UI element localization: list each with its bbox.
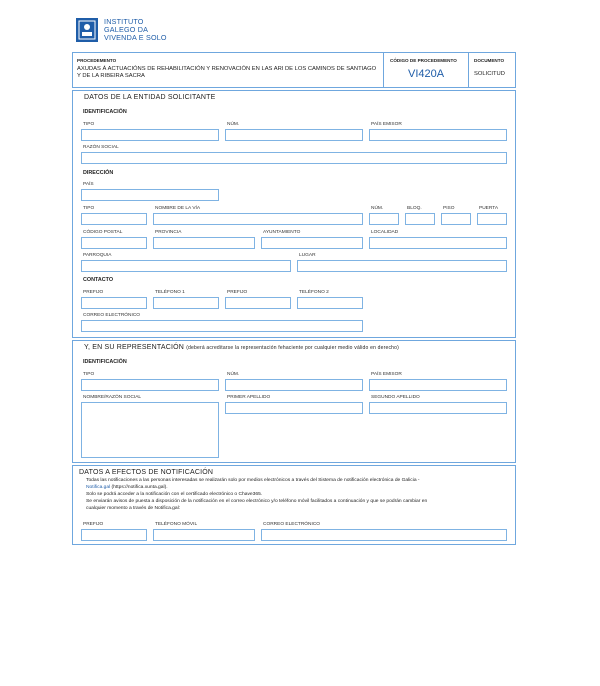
lugar-label: LUGAR <box>299 253 316 258</box>
notif-movil-input[interactable] <box>153 529 255 541</box>
nombre-via-label: NOMBRE DE LA VÍA <box>155 206 201 211</box>
entity-section-title: DATOS DE LA ENTIDAD SOLICITANTE <box>84 94 216 101</box>
via-num-label: NÚM. <box>371 206 384 211</box>
notification-line5: cualquier momento a través de Notifica.gal: <box>86 506 181 511</box>
representation-section-title <box>84 344 399 351</box>
prefijo1-label: PREFIJO <box>83 290 104 295</box>
cp-input[interactable] <box>81 237 147 249</box>
via-tipo-label: TIPO <box>83 206 95 211</box>
telefono1-label: TELÉFONO 1 <box>155 290 185 295</box>
logo-line1: INSTITUTO <box>104 17 144 26</box>
procedure-label: PROCEDEMENTO <box>77 58 117 63</box>
notification-section <box>72 465 516 545</box>
rep-pais-emisor-input[interactable] <box>369 379 507 391</box>
notif-correo-label: CORREO ELECTRÓNICO <box>263 522 321 527</box>
rep-tipo-label: TIPO <box>83 372 95 377</box>
entity-pais-emisor-label: PAÍS EMISOR <box>371 122 402 127</box>
code-cell <box>384 53 469 87</box>
razon-social-input[interactable] <box>81 152 507 164</box>
contacto-heading: CONTACTO <box>83 277 114 283</box>
notif-prefijo-label: PREFIJO <box>83 522 104 527</box>
procedure-cell <box>73 53 384 87</box>
notification-line4: Se enviarán avisos de puesta a disposición de la notificación en el correo electrónico y/o teléfono móvil facilitados a continuación y que se podrán cambiar en <box>86 499 428 504</box>
notif-movil-label: TELÉFONO MÓVIL <box>155 522 198 527</box>
logo-text <box>104 18 167 42</box>
rep-apellido2-label: SEGUNDO APELLIDO <box>371 395 420 400</box>
pais-input[interactable] <box>81 189 219 201</box>
code-label: CÓDIGO DE PROCEDEMENTO <box>390 58 457 63</box>
notification-line1: Todas las notificaciones a las personas interesadas se realizarán solo por medios electrónicos a través del Sistema de notificación electrónica de Galicia - <box>86 478 420 483</box>
bloq-label: BLOQ. <box>407 206 422 211</box>
prefijo2-input[interactable] <box>225 297 291 309</box>
prefijo2-label: PREFIJO <box>227 290 248 295</box>
parroquia-input[interactable] <box>81 260 291 272</box>
notification-text <box>86 477 511 512</box>
notifica-link[interactable]: Notifica.gal <box>86 485 111 490</box>
piso-input[interactable] <box>441 213 471 225</box>
prefijo1-input[interactable] <box>81 297 147 309</box>
provincia-label: PROVINCIA <box>155 230 182 235</box>
piso-label: PISO <box>443 206 455 211</box>
rep-nombre-input[interactable] <box>81 402 219 458</box>
rep-apellido2-input[interactable] <box>369 402 507 414</box>
rep-apellido1-input[interactable] <box>225 402 363 414</box>
ayuntamiento-input[interactable] <box>261 237 363 249</box>
entity-tipo-label: TIPO <box>83 122 95 127</box>
telefono2-input[interactable] <box>297 297 363 309</box>
telefono2-label: TELÉFONO 2 <box>299 290 329 295</box>
document-type: SOLICITUD <box>474 71 505 77</box>
entity-num-label: NÚM. <box>227 122 240 127</box>
entity-section <box>72 90 516 338</box>
rep-num-input[interactable] <box>225 379 363 391</box>
provincia-input[interactable] <box>153 237 255 249</box>
rep-pais-emisor-label: PAÍS EMISOR <box>371 372 402 377</box>
ayuntamiento-label: AYUNTAMIENTO <box>263 230 301 235</box>
logo-line2: GALEGO DA <box>104 25 149 34</box>
entity-ident-heading: IDENTIFICACIÓN <box>83 109 127 115</box>
notif-correo-input[interactable] <box>261 529 507 541</box>
direccion-heading: DIRECCIÓN <box>83 170 114 176</box>
telefono1-input[interactable] <box>153 297 219 309</box>
procedure-header <box>72 52 516 88</box>
rep-apellido1-label: PRIMER APELLIDO <box>227 395 271 400</box>
localidad-input[interactable] <box>369 237 507 249</box>
procedure-code: VI420A <box>408 68 445 80</box>
notification-section-title: DATOS A EFECTOS DE NOTIFICACIÓN <box>79 469 214 476</box>
bloq-input[interactable] <box>405 213 435 225</box>
representation-title: Y, EN SU REPRESENTACIÓN <box>84 344 185 351</box>
correo-input[interactable] <box>81 320 363 332</box>
notif-prefijo-input[interactable] <box>81 529 147 541</box>
logo-line3: VIVENDA E SOLO <box>104 33 167 42</box>
representation-section <box>72 340 516 463</box>
notification-line2 <box>86 484 511 491</box>
rep-ident-heading: IDENTIFICACIÓN <box>83 359 127 365</box>
rep-nombre-label: NOMBRE/RAZÓN SOCIAL <box>83 395 142 400</box>
notification-line2-rest: (https://notifica.xunta.gal). <box>110 485 168 490</box>
parroquia-label: PARROQUIA <box>83 253 112 258</box>
lugar-input[interactable] <box>297 260 507 272</box>
localidad-label: LOCALIDAD <box>371 230 399 235</box>
entity-num-input[interactable] <box>225 129 363 141</box>
rep-tipo-input[interactable] <box>81 379 219 391</box>
xunta-logo-icon <box>76 18 98 42</box>
entity-tipo-input[interactable] <box>81 129 219 141</box>
rep-num-label: NÚM. <box>227 372 240 377</box>
razon-social-label: RAZÓN SOCIAL <box>83 145 119 150</box>
document-cell <box>469 53 515 87</box>
notification-line3: Solo se podrá acceder a la notificación con el certificado electrónico o Chave365. <box>86 492 263 497</box>
cp-label: CÓDIGO POSTAL <box>83 230 123 235</box>
document-label: DOCUMENTO <box>474 58 505 63</box>
puerta-label: PUERTA <box>479 206 499 211</box>
correo-label: CORREO ELECTRÓNICO <box>83 313 141 318</box>
pais-label: PAÍS <box>83 182 94 187</box>
via-tipo-input[interactable] <box>81 213 147 225</box>
nombre-via-input[interactable] <box>153 213 363 225</box>
via-num-input[interactable] <box>369 213 399 225</box>
procedure-title: AXUDAS Á ACTUACIÓNS DE REHABILITACIÓN Y RENOVACIÓN EN LAS ARI DE LOS CAMINOS DE SANTIAGO Y DE LA RIBEIRA SACRA <box>77 66 377 79</box>
entity-pais-emisor-input[interactable] <box>369 129 507 141</box>
representation-note: (deberá acreditarse la representación fehaciente por cualquier medio válido en derecho) <box>186 345 399 351</box>
puerta-input[interactable] <box>477 213 507 225</box>
